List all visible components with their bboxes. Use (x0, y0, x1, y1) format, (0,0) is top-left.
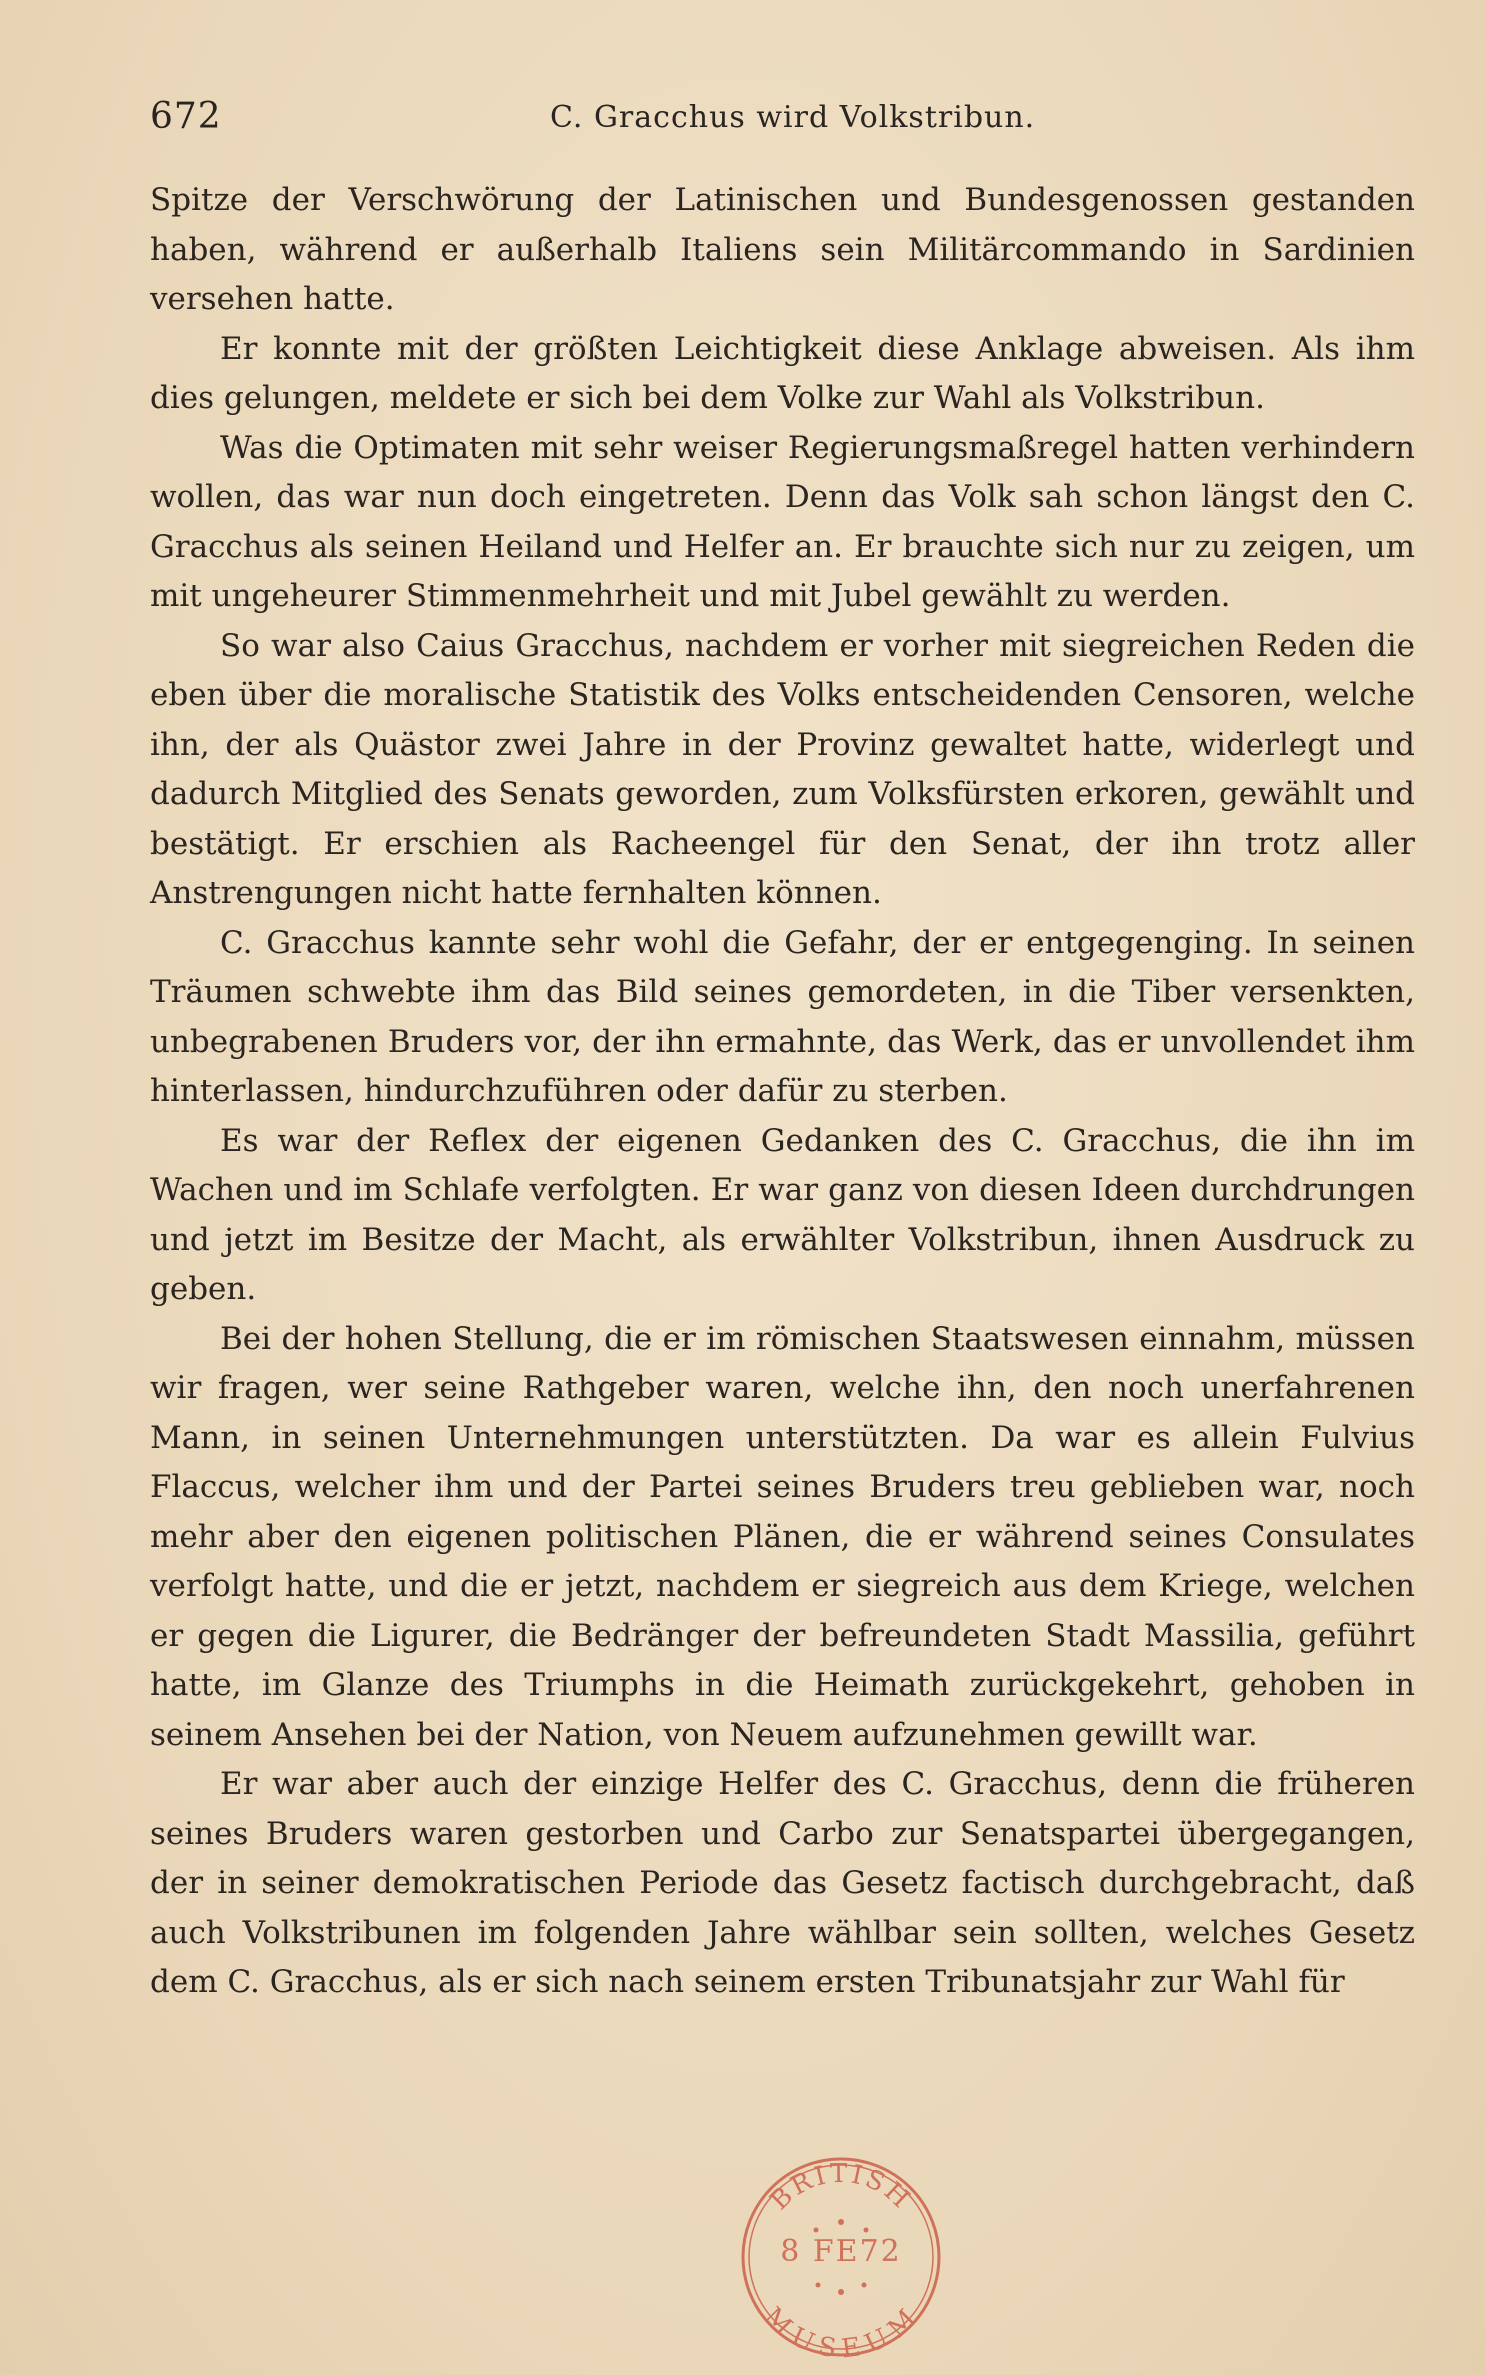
running-title: C. Gracchus wird Volkstribun. (550, 100, 1036, 135)
page-header (150, 96, 1415, 156)
svg-text:MUSEUM (758, 2302, 925, 2362)
stamp-bottom-text: MUSEUM (757, 2302, 925, 2362)
paragraph: Es war der Reflex der eigenen Gedanken des C. Gracchus, die ihn im Wachen und im Schlafe verfolgten. Er war ganz von diesen Ideen durchdrungen und jetzt im Besitze der Macht, als erwählter Volkstribun, ihnen Ausdruck zu geben. (150, 1122, 1415, 1307)
paragraph: Was die Optimaten mit sehr weiser Regierungsmaßregel hatten verhindern wollen, das war nun doch eingetreten. Denn das Volk sah schon längst den C. Gracchus als seinen Heiland und Helfer an. Er brauchte sich nur zu zeigen, um mit ungeheurer Stimmenmehrheit und mit Jubel gewählt zu werden. (150, 429, 1415, 614)
body-text (150, 176, 1415, 2008)
page-number: 672 (150, 96, 222, 137)
library-stamp (736, 2152, 946, 2362)
paragraph: Er konnte mit der größten Leichtigkeit diese Anklage abweisen. Als ihm dies gelungen, meldete er sich bei dem Volke zur Wahl als Volkstribun. (150, 330, 1415, 416)
paragraph: Bei der hohen Stellung, die er im römischen Staatswesen einnahm, müssen wir fragen, wer seine Rathgeber waren, welche ihn, den noch unerfahrenen Mann, in seinen Unternehmungen unterstützten. Da war es allein Fulvius Flaccus, welcher ihm und der Partei seines Bruders treu geblieben war, noch mehr aber den eigenen politischen Plänen, die er während seines Consulates verfolgt hatte, und die er jetzt, nachdem er siegreich aus dem Kriege, welchen er gegen die Ligurer, die Bedränger der befreundeten Stadt Massilia, geführt hatte, im Glanze des Triumphs in die Heimath zurückgekehrt, gehoben in seinem Ansehen bei der Nation, von Neuem aufzunehmen gewillt war. (150, 1320, 1415, 1753)
paragraph: C. Gracchus kannte sehr wohl die Gefahr, der er entgegenging. In seinen Träumen schwebte ihm das Bild seines gemordeten, in die Tiber versenkten, unbegrabenen Bruders vor, der ihn ermahnte, das Werk, das er unvollendet ihm hinterlassen, hindurchzuführen oder dafür zu sterben. (150, 924, 1415, 1109)
paragraph: Spitze der Verschwörung der Latinischen und Bundesgenossen gestanden haben, während er außerhalb Italiens sein Militärcommando in Sardinien versehen hatte. (150, 182, 1415, 317)
paragraph: Er war aber auch der einzige Helfer des C. Gracchus, denn die früheren seines Bruders waren gestorben und Carbo zur Senatspartei übergegangen, der in seiner demokratischen Periode das Gesetz factisch durchgebracht, daß auch Volkstribunen im folgenden Jahre wählbar sein sollten, welches Gesetz dem C. Gracchus, als er sich nach seinem ersten Tribunatsjahr zur Wahl für (150, 1766, 1415, 2000)
svg-text:BRITISH (765, 2159, 918, 2216)
stamp-top-text: BRITISH (764, 2158, 918, 2217)
paragraph: So war also Caius Gracchus, nachdem er vorher mit siegreichen Reden die eben über die moralische Statistik des Volks entscheidenden Censoren, welche ihn, der als Quästor zwei Jahre in der Provinz gewaltet hatte, widerlegt und dadurch Mitglied des Senats geworden, zum Volksfürsten erkoren, gewählt und bestätigt. Er erschien als Racheengel für den Senat, der ihn trotz aller Anstrengungen nicht hatte fernhalten können. (150, 627, 1415, 911)
stamp-date: 8 FE72 (780, 2234, 902, 2269)
